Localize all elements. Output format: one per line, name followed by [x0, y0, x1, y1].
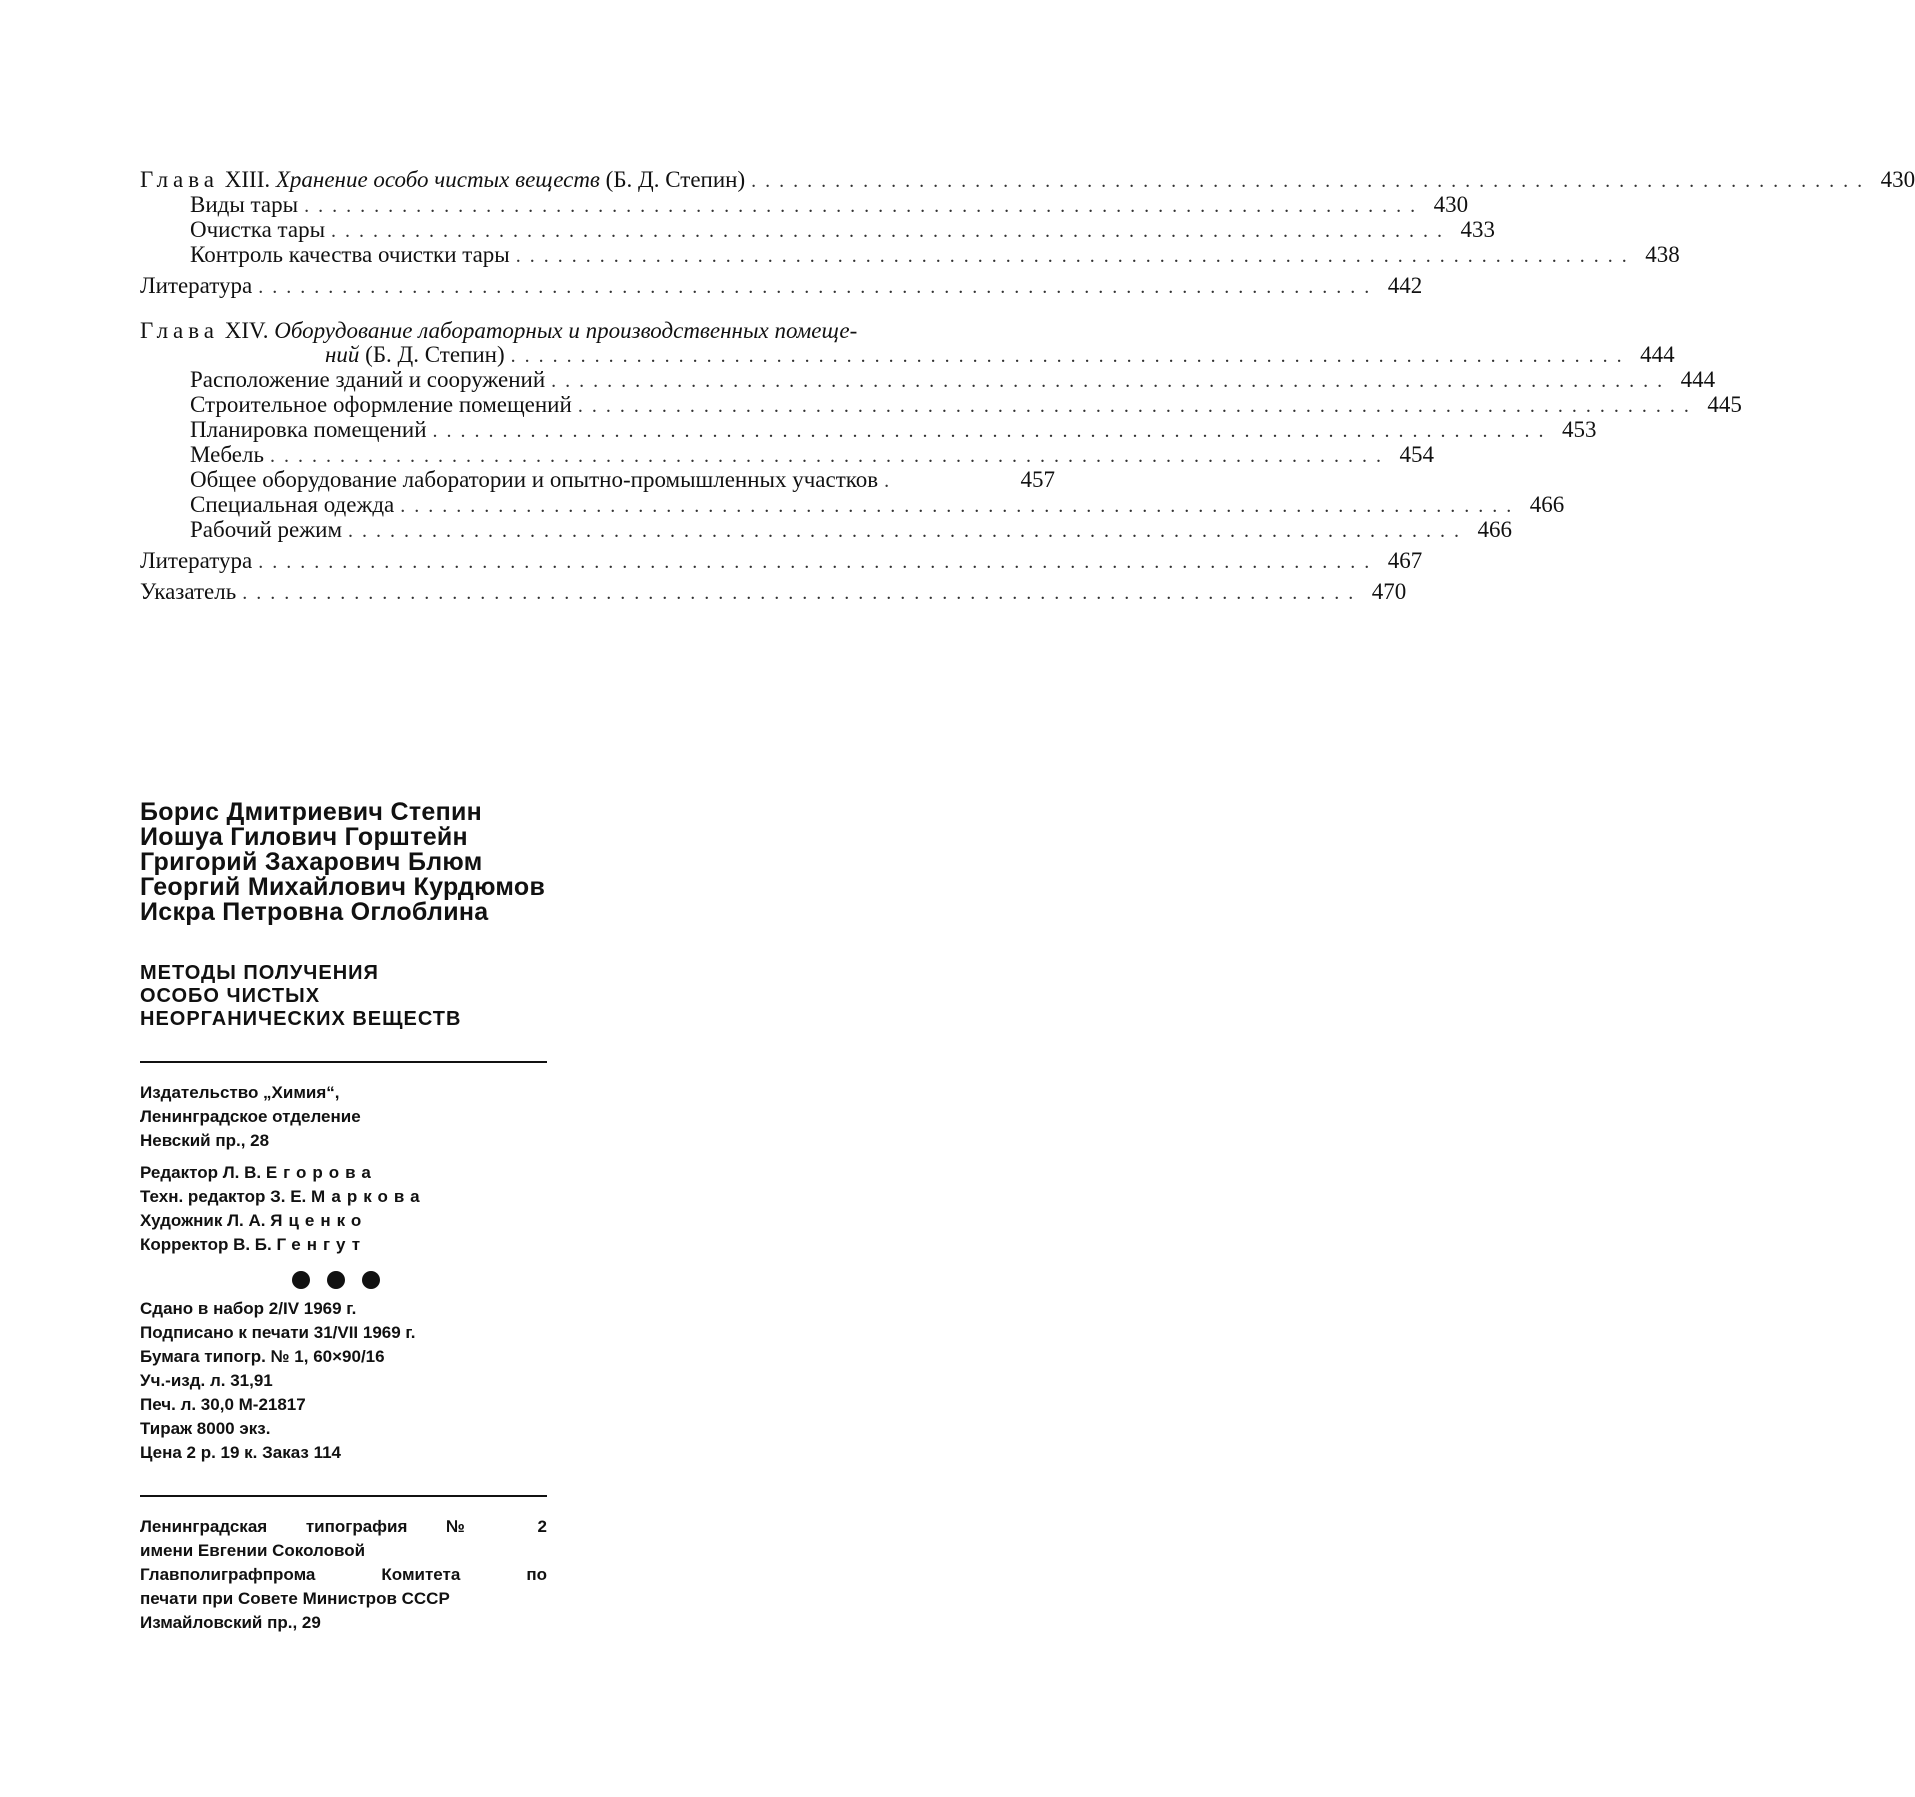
toc-entry: [140, 468, 1055, 493]
toc-literature: [140, 548, 1423, 574]
entry-label: Планировка помещений: [190, 417, 427, 442]
toc-entry: [140, 242, 1680, 268]
staff-name: Егорова: [265, 1163, 377, 1182]
staff-name: Яценко: [270, 1211, 368, 1230]
printer-line: имени Евгении Соколовой: [140, 1541, 366, 1560]
bullet-icon: [292, 1271, 310, 1289]
entry-label: Рабочий режим: [190, 517, 343, 542]
toc-entry: [140, 367, 1716, 393]
leader-dots: ................................................................................: [551, 370, 1672, 392]
publisher-line: Ленинградское отделение: [140, 1107, 361, 1126]
divider: [140, 1495, 547, 1497]
chapter-title-continued: ний: [325, 342, 360, 367]
print-line: Тираж 8000 экз.: [140, 1419, 271, 1438]
book-title-line: ОСОБО ЧИСТЫХ: [140, 985, 321, 1007]
staff-name: Маркова: [311, 1187, 426, 1206]
publisher-info: [140, 1081, 560, 1153]
chapter-number: XIII.: [224, 167, 271, 192]
printer-info: [140, 1515, 547, 1635]
toc-entry: [140, 442, 1434, 468]
leader-dots: ................................................................................: [269, 445, 1390, 467]
leader-dots: ................................................................................: [258, 551, 1379, 573]
author-name: Георгий Михайлович Курдюмов: [140, 873, 546, 901]
leader-dots: ................................................................................: [348, 520, 1469, 542]
print-line: Бумага типогр. № 1, 60×90/16: [140, 1347, 385, 1366]
printer-line: Главполиграфпрома Комитета по: [140, 1565, 547, 1584]
toc-entry: [140, 492, 1565, 518]
staff-credits: [140, 1161, 560, 1257]
book-title: [140, 962, 560, 1031]
staff-role: Корректор В. Б.: [140, 1235, 272, 1254]
staff-name: Генгут: [276, 1235, 367, 1254]
table-of-contents: [140, 167, 1915, 605]
page-number: 470: [1371, 579, 1407, 604]
page-number: 433: [1460, 217, 1496, 242]
staff-line: [140, 1185, 560, 1209]
leader-dots: ................................................................................: [242, 582, 1363, 604]
page-number: 438: [1645, 242, 1680, 267]
entry-label: Строительное оформление помещений: [190, 392, 572, 417]
toc-entry: [140, 392, 1742, 418]
chapter-prefix: Глава: [140, 167, 220, 192]
page-number: 430: [1880, 167, 1915, 192]
page-number: 467: [1387, 548, 1423, 573]
book-title-line: МЕТОДЫ ПОЛУЧЕНИЯ: [140, 962, 379, 984]
chapter-title: Оборудование лабораторных и производственных помеще-: [274, 318, 858, 343]
page-number: 466: [1529, 492, 1565, 517]
page-number: 444: [1640, 342, 1675, 367]
leader-dots: .: [884, 470, 899, 492]
page-number: 453: [1562, 417, 1597, 442]
divider: [140, 1061, 547, 1063]
chapter-prefix: Глава: [140, 318, 220, 343]
leader-dots: ................................................................................: [515, 245, 1636, 267]
author-name: Григорий Захарович Блюм: [140, 848, 483, 876]
toc-literature: [140, 273, 1423, 299]
entry-label: Литература: [140, 548, 253, 573]
toc-chapter-13-heading: [140, 167, 1915, 193]
chapter-number: XIV.: [224, 318, 269, 343]
page-number: 444: [1680, 367, 1716, 392]
entry-label: Литература: [140, 273, 253, 298]
bullet-icon: [362, 1271, 380, 1289]
staff-role: Художник Л. А.: [140, 1211, 266, 1230]
author-list: [140, 800, 560, 925]
page-number: 442: [1387, 273, 1423, 298]
printer-line: Измайловский пр., 29: [140, 1613, 321, 1632]
print-line: Сдано в набор 2/IV 1969 г.: [140, 1299, 357, 1318]
chapter-author: (Б. Д. Степин): [365, 342, 505, 367]
page-number: 457: [1020, 467, 1055, 492]
toc-entry: [140, 217, 1496, 243]
author-name: Искра Петровна Оглоблина: [140, 898, 489, 926]
entry-label: Контроль качества очистки тары: [190, 242, 510, 267]
staff-line: [140, 1161, 560, 1185]
print-details: [140, 1297, 560, 1465]
leader-dots: ................................................................................: [400, 495, 1521, 517]
toc-entry: [140, 192, 1469, 218]
staff-role: Техн. редактор З. Е.: [140, 1187, 307, 1206]
publisher-line: Издательство „Химия“,: [140, 1083, 340, 1102]
entry-label: Виды тары: [190, 192, 299, 217]
leader-dots: ................................................................................: [432, 420, 1553, 442]
toc-chapter-14-heading: [140, 318, 1675, 368]
entry-label: Очистка тары: [190, 217, 326, 242]
print-line: Печ. л. 30,0 М-21817: [140, 1395, 306, 1414]
entry-label: Указатель: [140, 579, 237, 604]
leader-dots: ................................................................................: [331, 220, 1452, 242]
staff-role: Редактор Л. В.: [140, 1163, 262, 1182]
entry-label: Мебель: [190, 442, 264, 467]
leader-dots: ................................................................................: [304, 195, 1425, 217]
author-name: Борис Дмитриевич Степин: [140, 798, 483, 826]
book-title-line: НЕОРГАНИЧЕСКИХ ВЕЩЕСТВ: [140, 1008, 462, 1030]
author-name: Иошуа Гилович Горштейн: [140, 823, 468, 851]
publisher-line: Невский пр., 28: [140, 1131, 270, 1150]
print-line: Уч.-изд. л. 31,91: [140, 1371, 273, 1390]
leader-dots: ................................................................................: [258, 276, 1379, 298]
printer-line: печати при Совете Министров СССР: [140, 1589, 450, 1608]
page-number: 454: [1399, 442, 1434, 467]
bullet-icon: [327, 1271, 345, 1289]
page-number: 466: [1477, 517, 1513, 542]
print-line: Подписано к печати 31/VII 1969 г.: [140, 1323, 416, 1342]
ornament-bullets: [140, 1271, 560, 1289]
printer-line: Ленинградская типография № 2: [140, 1517, 547, 1536]
staff-line: [140, 1233, 560, 1257]
print-line: Цена 2 р. 19 к. Заказ 114: [140, 1443, 341, 1462]
page-number: 430: [1433, 192, 1469, 217]
chapter-title: Хранение особо чистых веществ: [275, 167, 600, 192]
entry-label: Расположение зданий и сооружений: [190, 367, 546, 392]
leader-dots: ................................................................................: [577, 395, 1698, 417]
leader-dots: ................................................................................: [510, 345, 1631, 367]
toc-entry: [140, 517, 1513, 543]
leader-dots: ................................................................................: [751, 170, 1872, 192]
toc-entry: [140, 417, 1597, 443]
toc-index: [140, 579, 1407, 605]
entry-label: Общее оборудование лаборатории и опытно-промышленных участков: [190, 467, 879, 492]
staff-line: [140, 1209, 560, 1233]
page-number: 445: [1707, 392, 1742, 417]
chapter-author: (Б. Д. Степин): [605, 167, 746, 192]
imprint-block: [140, 800, 560, 1635]
entry-label: Специальная одежда: [190, 492, 395, 517]
